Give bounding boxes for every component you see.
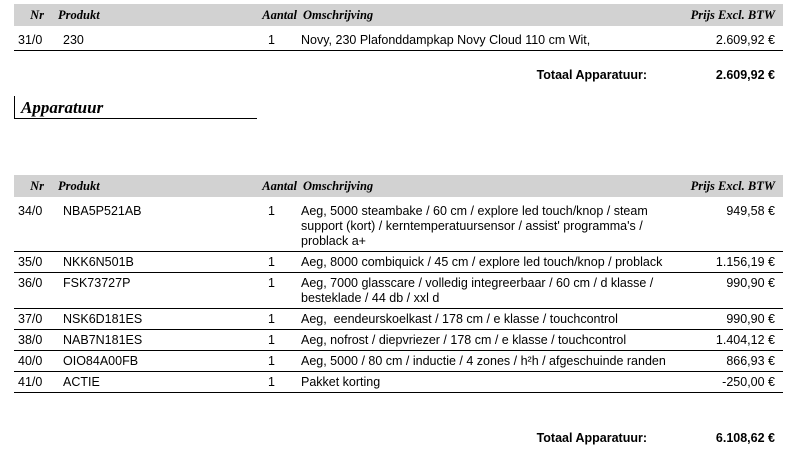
table-row <box>14 372 783 393</box>
cell-produkt: FSK73727P <box>63 276 131 290</box>
cell-prijs: 949,58 € <box>726 204 775 218</box>
header-aantal: Aantal <box>262 178 297 193</box>
cell-aantal: 1 <box>268 354 275 368</box>
table-row <box>14 252 783 273</box>
total-row <box>14 431 783 445</box>
table-1 <box>14 4 783 51</box>
table-row <box>14 197 783 252</box>
total-value: 6.108,62 € <box>715 431 775 445</box>
header-produkt: Produkt <box>58 7 100 22</box>
header-aantal: Aantal <box>262 7 297 22</box>
cell-aantal: 1 <box>268 312 275 326</box>
header-nr: Nr <box>30 178 44 193</box>
header-produkt: Produkt <box>58 178 100 193</box>
cell-nr: 38/0 <box>18 333 43 347</box>
cell-omschrijving: Aeg, 8000 combiquick / 45 cm / explore led touch/knop / problack <box>301 255 663 269</box>
header-prijs: Prijs Excl. BTW <box>690 178 775 193</box>
cell-produkt: OIO84A00FB <box>63 354 139 368</box>
cell-produkt: NBA5P521AB <box>63 204 142 218</box>
cell-omschrijving: Pakket korting <box>301 375 381 389</box>
cell-produkt: NKK6N501B <box>63 255 134 269</box>
total-label: Totaal Apparatuur: <box>536 431 647 445</box>
cell-omschrijving: Aeg, 5000 steambake / 60 cm / explore led touch/knop / steam support (kort) / kerntemperatuursensor / assist' programma's / problack a+ <box>301 204 648 248</box>
header-omschrijving: Omschrijving <box>303 7 374 22</box>
cell-aantal: 1 <box>268 333 275 347</box>
total-row <box>14 68 783 82</box>
cell-prijs: 1.156,19 € <box>715 255 775 269</box>
header-prijs: Prijs Excl. BTW <box>690 7 775 22</box>
cell-produkt: 230 <box>63 33 84 47</box>
section-title-text: Apparatuur <box>21 98 104 117</box>
cell-prijs: -250,00 € <box>722 375 775 389</box>
table-row <box>14 26 783 51</box>
cell-nr: 37/0 <box>18 312 43 326</box>
cell-prijs: 990,90 € <box>726 312 775 326</box>
cell-prijs: 1.404,12 € <box>715 333 775 347</box>
table-row <box>14 351 783 372</box>
cell-aantal: 1 <box>268 33 275 47</box>
cell-omschrijving: Aeg, nofrost / diepvriezer / 178 cm / e klasse / touchcontrol <box>301 333 627 347</box>
cell-omschrijving: Aeg, 5000 / 80 cm / inductie / 4 zones / h²h / afgeschuinde randen <box>301 354 666 368</box>
table-row <box>14 273 783 309</box>
cell-omschrijving: Aeg, 7000 glasscare / volledig integreerbaar / 60 cm / d klasse / besteklade / 44 db / xxl d <box>301 276 654 305</box>
total-value: 2.609,92 € <box>715 68 775 82</box>
table-row <box>14 309 783 330</box>
table-header <box>14 4 783 26</box>
cell-aantal: 1 <box>268 276 275 290</box>
cell-omschrijving: Novy, 230 Plafonddampkap Novy Cloud 110 cm Wit, <box>301 33 591 47</box>
header-nr: Nr <box>30 7 44 22</box>
cell-aantal: 1 <box>268 375 275 389</box>
cell-aantal: 1 <box>268 204 275 218</box>
cell-nr: 40/0 <box>18 354 43 368</box>
cell-nr: 34/0 <box>18 204 43 218</box>
cell-prijs: 866,93 € <box>726 354 775 368</box>
cell-nr: 35/0 <box>18 255 43 269</box>
cell-prijs: 2.609,92 € <box>715 33 775 47</box>
cell-produkt: NAB7N181ES <box>63 333 143 347</box>
section-title <box>14 96 257 119</box>
cell-nr: 41/0 <box>18 375 43 389</box>
header-omschrijving: Omschrijving <box>303 178 374 193</box>
total-label: Totaal Apparatuur: <box>536 68 647 82</box>
cell-nr: 31/0 <box>18 33 43 47</box>
cell-prijs: 990,90 € <box>726 276 775 290</box>
cell-omschrijving: Aeg, eendeurskoelkast / 178 cm / e klasse / touchcontrol <box>301 312 618 326</box>
cell-aantal: 1 <box>268 255 275 269</box>
table-2 <box>14 175 783 393</box>
cell-produkt: ACTIE <box>63 375 100 389</box>
cell-nr: 36/0 <box>18 276 43 290</box>
table-row <box>14 330 783 351</box>
cell-produkt: NSK6D181ES <box>63 312 143 326</box>
table-header <box>14 175 783 197</box>
